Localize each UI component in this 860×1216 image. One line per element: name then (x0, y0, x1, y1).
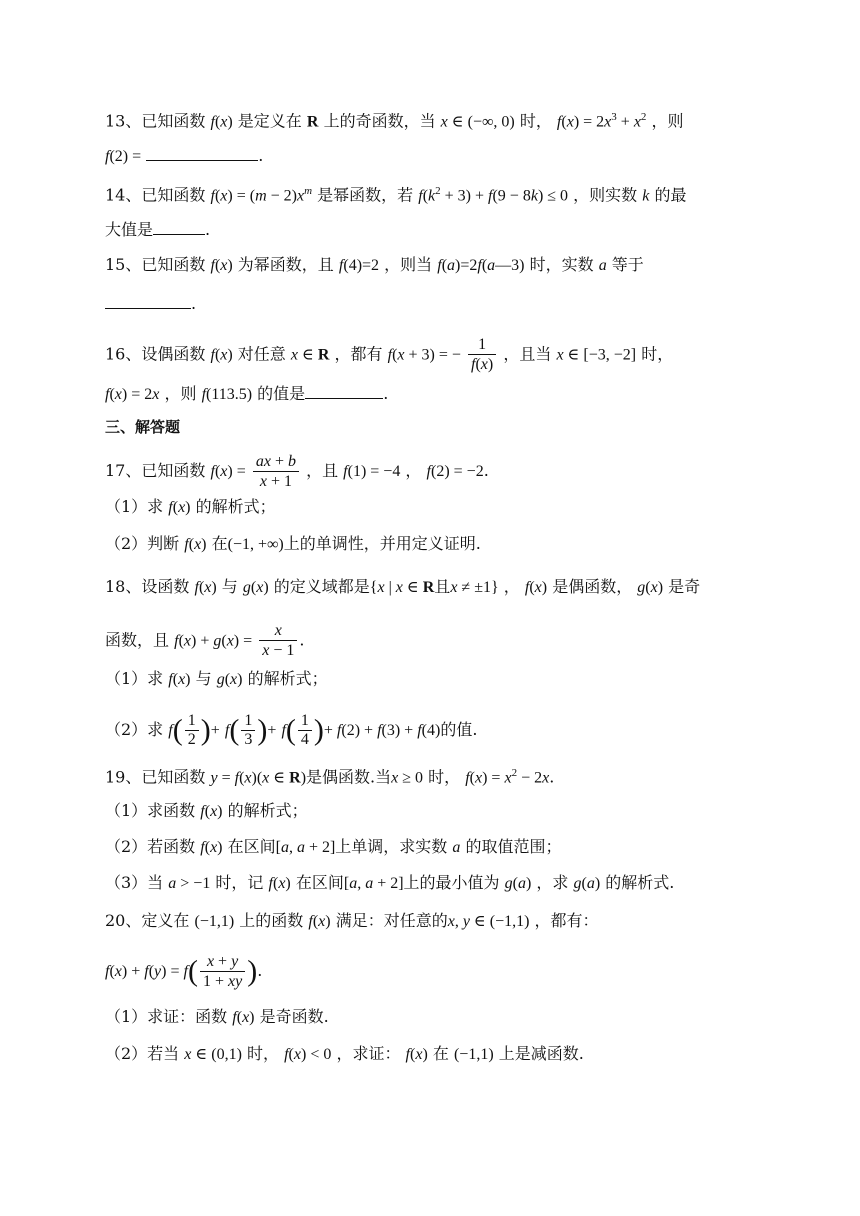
question-19-part-2: （2）若函数 f(x) 在区间[a, a + 2]上单调，求实数 a 的取值范围； (105, 837, 562, 856)
question-17-part-2: （2）判断 f(x) 在(−1, +∞)上的单调性，并用定义证明. (105, 534, 481, 553)
question-15-line-2: . (105, 292, 196, 315)
question-19-part-1: （1）求函数 f(x) 的解析式； (105, 801, 308, 820)
question-18-line-2: 函数，且 f(x) + g(x) = $\frac{x}{x - 1}$ . (105, 622, 305, 659)
question-17-part-1: （1）求 f(x) 的解析式； (105, 497, 276, 516)
answer-blank[interactable] (305, 382, 383, 399)
fraction: $\frac{ax + b}{x + 1}$ (253, 452, 299, 491)
question-13-line-2: f(2) = . (105, 146, 264, 165)
question-19-part-3: （3）当 a > −1 时，记 f(x) 在区间[a, a + 2]上的最小值为 g(a) ，求 g(a) 的解析式. (105, 873, 675, 892)
fraction: $\frac{x}{x - 1}$ (259, 622, 297, 660)
question-19-line-1: 19、已知函数 y = f(x)(x ∈ R)是偶函数.当x ≥ 0 时， $f(x) = x^2 - 2x$. (105, 767, 555, 787)
answer-blank[interactable] (105, 292, 191, 309)
question-20-line-1: 20、定义在 (−1,1) 上的函数 f(x) 满足：对任意的x, y ∈ (−1,1) ，都有： (105, 911, 599, 930)
answer-blank[interactable] (153, 218, 205, 235)
question-20-formula: f(x) + f(y) = f( $\frac{x + y}{1 + xy}$ ). (105, 953, 263, 990)
question-15-line-1: 15、已知函数 f(x) 为幂函数，且 f(4)=2 ，则当 f(a)=2f(a—3) 时，实数 a 等于 (105, 255, 644, 274)
question-18-part-1: （1）求 f(x) 与 g(x) 的解析式； (105, 669, 328, 688)
question-20-part-1: （1）求证：函数 f(x) 是奇函数. (105, 1007, 329, 1026)
question-14-line-2: 大值是 . (105, 220, 211, 239)
question-16-line-1: 16、设偶函数 f(x) 对任意 x ∈ R ，都有 f(x + 3) = − $\frac{1}{f(x)}$ ，且当 x ∈ [−3, −2] 时， (105, 336, 674, 373)
question-13-line-1: 13、已知函数 f(x) 是定义在 R 上的奇函数，当 x ∈ (−∞, 0) 时， $f(x) = 2x^3 + x^2$ ，则 (105, 111, 684, 131)
question-18-part-2: （2）求 f( $\frac{1}{2}$ )+ f( $\frac{1}{3}$ )+ f( $\frac{1}{4}$ )+ f(2) + f(3) + f(4)的值. (105, 712, 478, 748)
question-20-part-2: （2）若当 x ∈ (0,1) 时， f(x) < 0 ，求证： f(x) 在 (−1,1) 上是减函数. (105, 1044, 584, 1063)
section-heading: 三、解答题 (105, 418, 181, 436)
question-17-line-1: 17、已知函数 f(x) = $\frac{ax + b}{x + 1}$ ，且 f(1) = −4 ， f(2) = −2. (105, 453, 489, 490)
question-18-line-1: 18、设函数 f(x) 与 g(x) 的定义域都是{x | x ∈ R且x ≠ ±1} ， f(x) 是偶函数， g(x) 是奇 (105, 577, 701, 596)
fraction: $\frac{1}{f(x)}$ (468, 336, 496, 374)
answer-blank[interactable] (146, 144, 258, 161)
question-14-line-1: 14、已知函数 $f(x) = (m - 2)x^m$ 是幂函数，若 $f(k^2 + 3) + f(9 - 8k) \le 0$ ，则实数 k 的最 (105, 185, 687, 205)
question-16-line-2: f(x) = 2x ，则 f(113.5) 的值是 . (105, 384, 389, 403)
